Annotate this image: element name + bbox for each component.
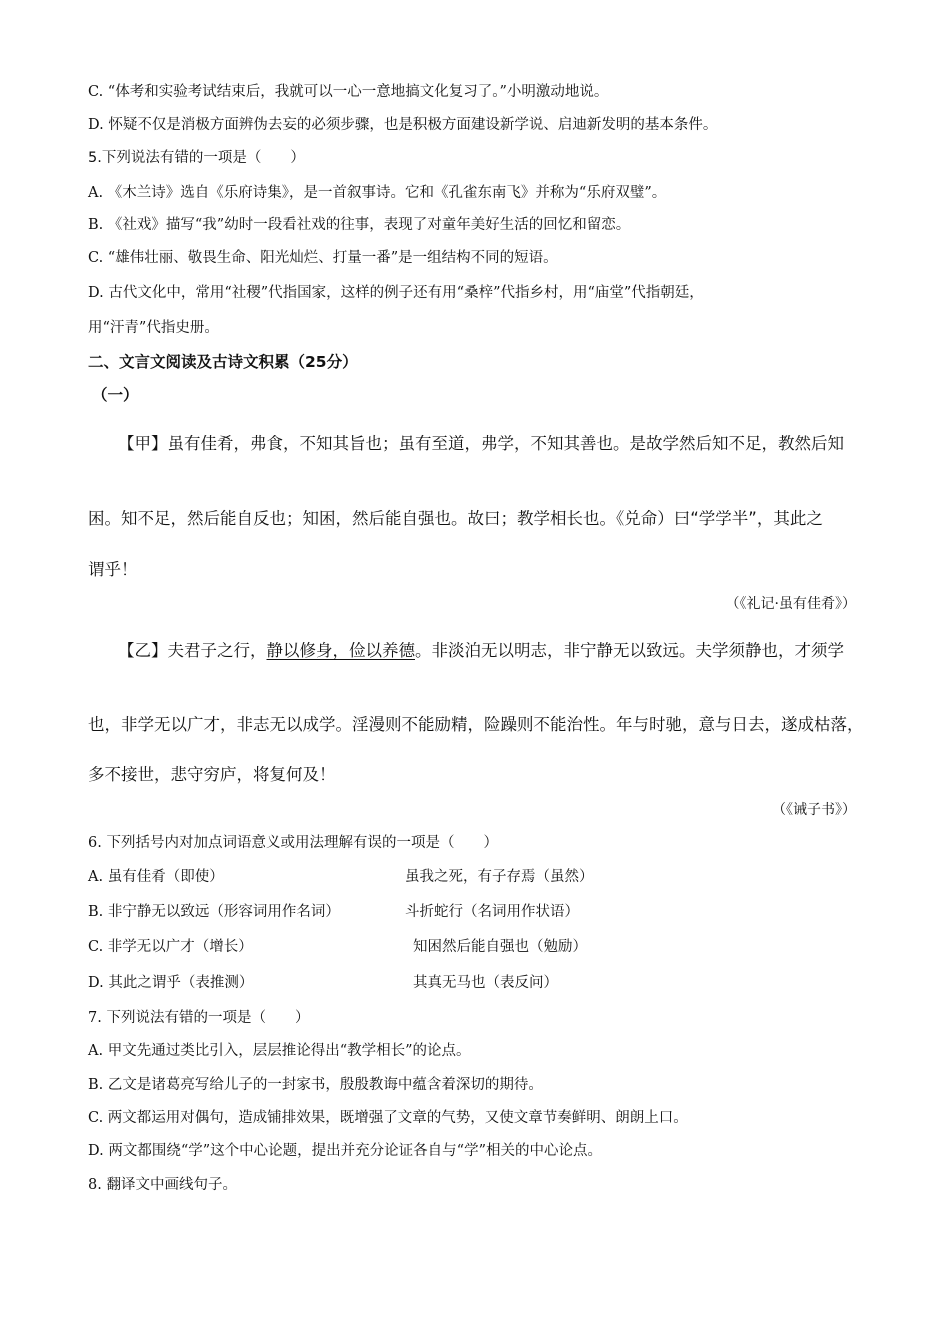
option-d: D. 两文都围绕“学”这个中心论题，提出并充分论证各自与“学”相关的中心论点。 bbox=[88, 1143, 602, 1159]
option-c-left: C. 非学无以广才（增长） bbox=[88, 939, 253, 955]
passage-line: 多不接世，悲守穷庐，将复何及！ bbox=[88, 765, 336, 784]
option-c: C. 两文都运用对偶句，造成铺排效果，既增强了文章的气势，又使文章节奏鲜明、朗朗上口。 bbox=[88, 1110, 688, 1126]
option-d-line1: D. 古代文化中，常用“社稷”代指国家，这样的例子还有用“桑梓”代指乡村，用“庙堂”代指朝廷， bbox=[88, 285, 704, 301]
passage-line: 也，非学无以广才，非志无以成学。淫漫则不能励精，险躁则不能治性。年与时驰，意与日去，遂成枯落， bbox=[88, 715, 864, 734]
option-c: C. “体考和实验考试结束后，我就可以一心一意地搞文化复习了。”小明激动地说。 bbox=[88, 84, 609, 100]
passage-line: 【甲】虽有佳肴，弗食，不知其旨也；虽有至道，弗学，不知其善也。是故学然后知不足，教然后知 bbox=[118, 434, 844, 453]
option-a-left: A. 虽有佳肴（即使） bbox=[88, 869, 224, 885]
question-stem: 6. 下列括号内对加点词语意义或用法理解有误的一项是（ ） bbox=[88, 835, 498, 851]
passage-line: 困。知不足，然后能自反也；知困，然后能自强也。故曰；教学相长也。《兑命）曰“学学半”，其此之 bbox=[88, 509, 823, 528]
option-d-line2: 用“汗青”代指史册。 bbox=[88, 320, 219, 336]
section-title: 二、文言文阅读及古诗文积累（25分） bbox=[88, 353, 358, 371]
passage-line bbox=[118, 640, 844, 662]
subsection-label: （一） bbox=[92, 386, 139, 404]
option-d-left: D. 其此之谓乎（表推测） bbox=[88, 975, 254, 991]
option-b-right: 斗折蛇行（名词用作状语） bbox=[405, 904, 579, 920]
passage-source: （《诫子书》） bbox=[772, 802, 856, 818]
option-b: B. 《社戏》描写“我”幼时一段看社戏的往事，表现了对童年美好生活的回忆和留恋。 bbox=[88, 217, 631, 233]
passage-source: （《礼记·虽有佳肴》） bbox=[725, 596, 856, 612]
option-a: A. 甲文先通过类比引入，层层推论得出“教学相长”的论点。 bbox=[88, 1043, 471, 1059]
underlined-sentence: 静以修身，俭以养德 bbox=[266, 641, 415, 660]
passage-line: 谓乎！ bbox=[88, 560, 138, 579]
option-c: C. “雄伟壮丽、敬畏生命、阳光灿烂、打量一番”是一组结构不同的短语。 bbox=[88, 250, 558, 266]
question-stem: 7. 下列说法有错的一项是（ ） bbox=[88, 1010, 310, 1026]
question-stem: 5.下列说法有错的一项是（ ） bbox=[88, 150, 305, 166]
option-b: B. 乙文是诸葛亮写给儿子的一封家书，殷殷教诲中蕴含着深切的期待。 bbox=[88, 1077, 543, 1093]
option-b-left: B. 非宁静无以致远（形容词用作名词） bbox=[88, 904, 340, 920]
option-c-right: 知困然后能自强也（勉励） bbox=[413, 939, 587, 955]
option-a-right: 虽我之死，有子存焉（虽然） bbox=[405, 869, 594, 885]
question-8-stem: 8. 翻译文中画线句子。 bbox=[88, 1177, 237, 1193]
option-a: A. 《木兰诗》选自《乐府诗集》，是一首叙事诗。它和《孔雀东南飞》并称为“乐府双璧”。 bbox=[88, 185, 667, 201]
option-d: D. 怀疑不仅是消极方面辨伪去妄的必须步骤，也是积极方面建设新学说、启迪新发明的基本条件。 bbox=[88, 117, 718, 133]
option-d-right: 其真无马也（表反问） bbox=[413, 975, 558, 991]
passage-text: 。非淡泊无以明志，非宁静无以致远。夫学须静也，才须学 bbox=[415, 641, 844, 660]
passage-text: 【乙】夫君子之行， bbox=[118, 641, 267, 660]
